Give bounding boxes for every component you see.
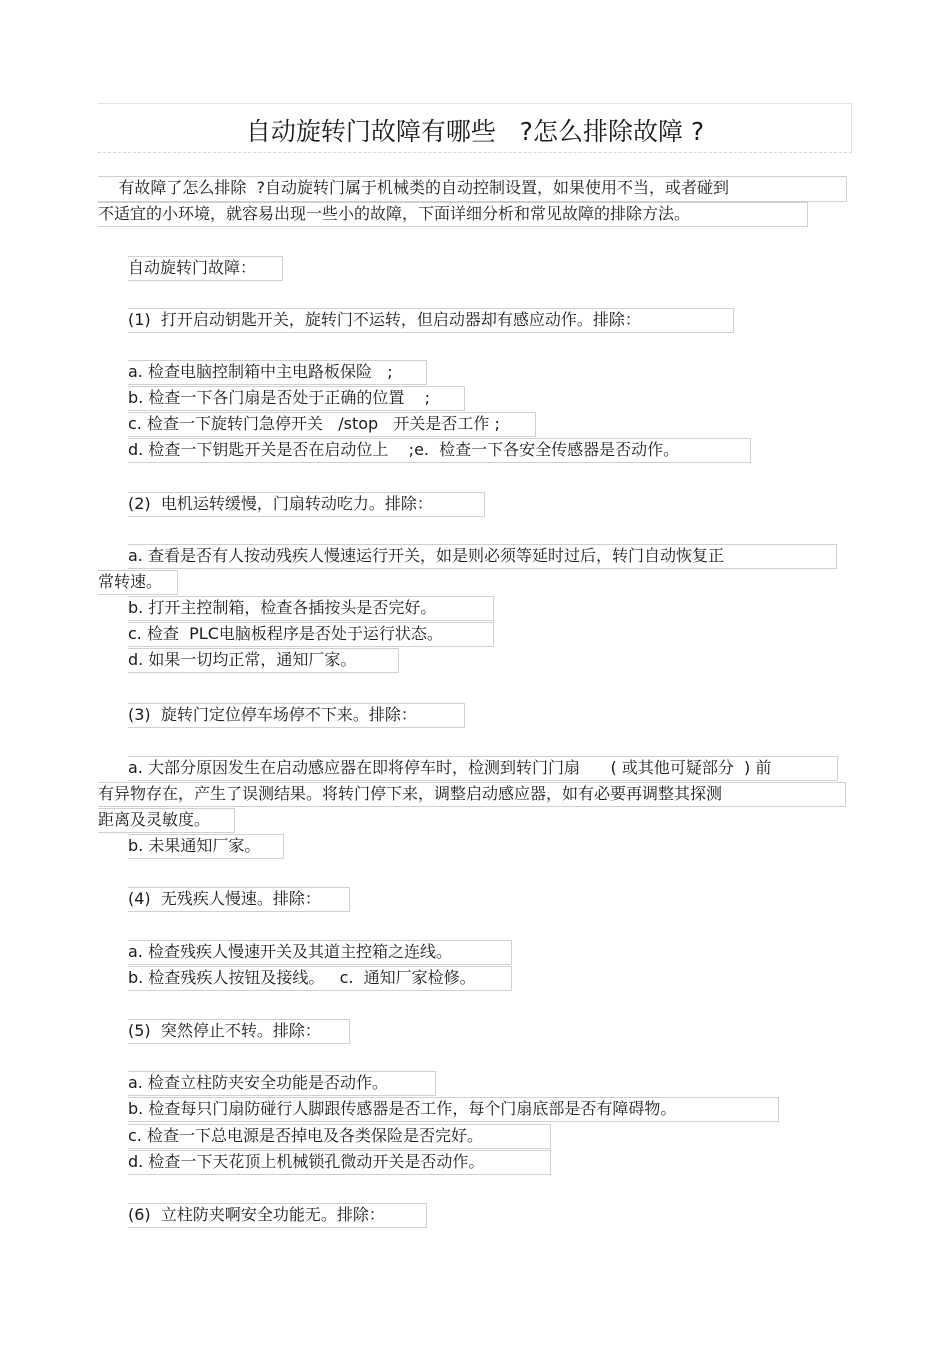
intro-line-1: 有故障了怎么排除 ?自动旋转门属于机械类的自动控制设置，如果使用不当，或者碰到 — [98, 178, 730, 197]
intro-line-2: 不适宜的小环境，就容易出现一些小的故障，下面详细分析和常见故障的排除方法。 — [98, 204, 691, 223]
fault-2-step-c: c. 检查 PLC电脑板程序是否处于运行状态。 — [128, 624, 443, 643]
fault-1-step-a: a. 检查电脑控制箱中主电路板保险 ; — [128, 362, 393, 381]
fault-1-step-b: b. 检查一下各门扇是否处于正确的位置 ; — [128, 388, 431, 407]
fault-1-step-d: d. 检查一下钥匙开关是否在启动位上 ;e. 检查一下各安全传感器是否动作。 — [128, 440, 680, 459]
fault-4-heading: (4) 无残疾人慢速。排除： — [128, 889, 321, 908]
fault-5-step-c: c. 检查一下总电源是否掉电及各类保险是否完好。 — [128, 1126, 483, 1145]
fault-2-step-d: d. 如果一切均正常，通知厂家。 — [128, 650, 357, 669]
fault-2-step-b: b. 打开主控制箱，检查各插按头是否完好。 — [128, 598, 437, 617]
fault-1-heading: (1) 打开启动钥匙开关，旋转门不运转，但启动器却有感应动作。排除： — [128, 310, 641, 329]
fault-5-heading: (5) 突然停止不转。排除： — [128, 1021, 321, 1040]
fault-5-step-a: a. 检查立柱防夹安全功能是否动作。 — [128, 1073, 388, 1092]
fault-2-step-a-cont: 常转速。 — [98, 572, 163, 591]
page-title: 自动旋转门故障有哪些 ?怎么排除故障 ? — [245, 117, 705, 146]
fault-5-step-d: d. 检查一下天花顶上机械锁孔微动开关是否动作。 — [128, 1152, 485, 1171]
fault-6-heading: (6) 立柱防夹啊安全功能无。排除： — [128, 1205, 385, 1224]
fault-2-heading: (2) 电机运转缓慢，门扇转动吃力。排除： — [128, 494, 433, 513]
fault-3-step-b: b. 未果通知厂家。 — [128, 836, 261, 855]
fault-3-heading: (3) 旋转门定位停车场停不下来。排除： — [128, 705, 417, 724]
fault-3-step-a: a. 大部分原因发生在启动感应器在即将停车时，检测到转门门扇 ( 或其他可疑部分 ) 前 — [128, 758, 772, 777]
fault-3-step-a-cont-1: 有异物存在，产生了误测结果。将转门停下来，调整启动感应器，如有必要再调整其探测 — [98, 784, 723, 803]
section-heading: 自动旋转门故障： — [128, 258, 257, 277]
fault-1-step-c: c. 检查一下旋转门急停开关 /stop 开关是否工作 ; — [128, 414, 500, 433]
fault-3-step-a-cont-2: 距离及灵敏度。 — [98, 810, 211, 829]
fault-4-step-b: b. 检查残疾人按钮及接线。 c. 通知厂家检修。 — [128, 968, 476, 987]
fault-5-step-b: b. 检查每只门扇防碰行人脚跟传感器是否工作，每个门扇底部是否有障碍物。 — [128, 1099, 677, 1118]
fault-4-step-a: a. 检查残疾人慢速开关及其道主控箱之连线。 — [128, 942, 452, 961]
fault-2-step-a: a. 查看是否有人按动残疾人慢速运行开关，如是则必须等延时过后，转门自动恢复正 — [128, 546, 724, 565]
